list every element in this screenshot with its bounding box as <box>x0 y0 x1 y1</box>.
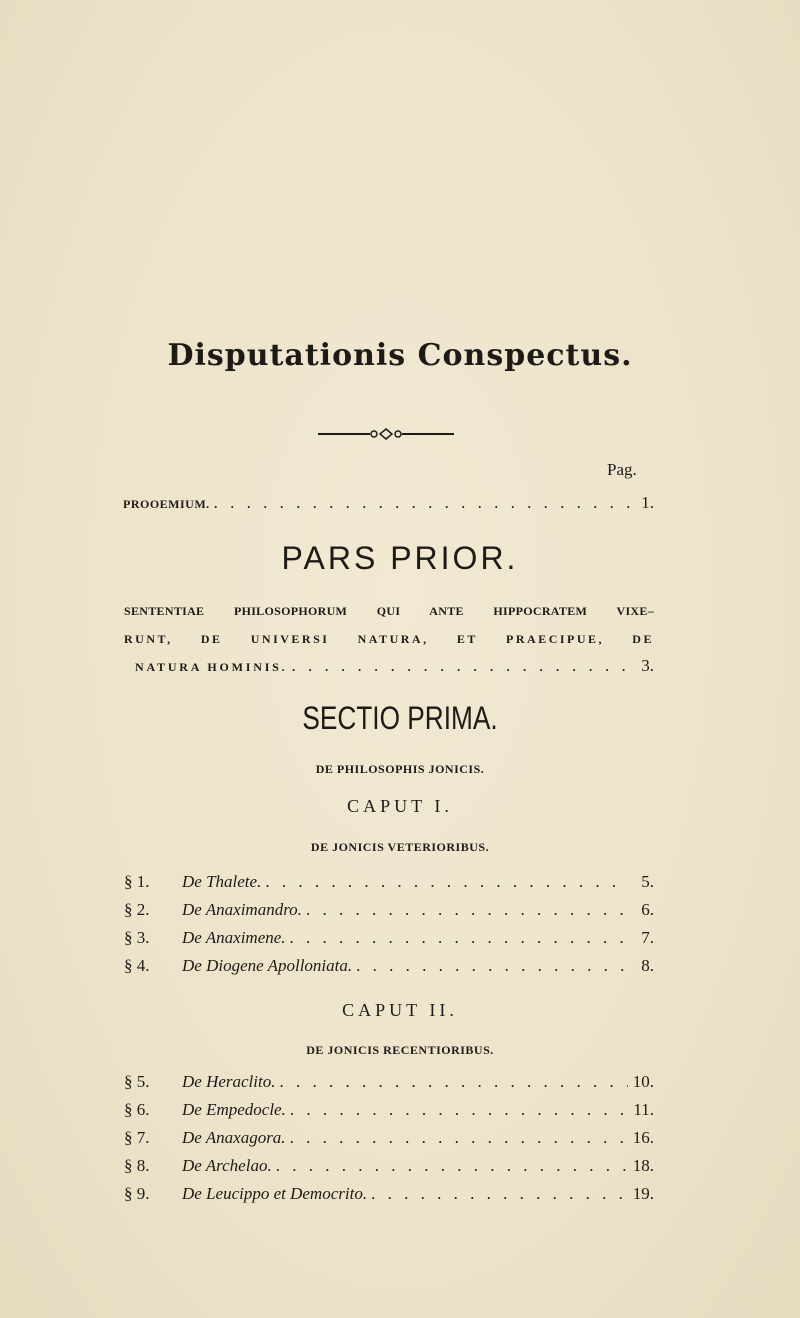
toc-entry <box>124 900 654 920</box>
toc-entry <box>124 1184 654 1204</box>
chapter-2-heading: CAPUT II. <box>342 1000 458 1020</box>
entry-title: De Empedocle. <box>182 1100 286 1119</box>
entry-page: 6. <box>641 900 654 919</box>
section-number: § 6. <box>124 1100 150 1119</box>
desc-word: RUNT, <box>124 632 173 646</box>
entry-title: De Thalete. <box>182 872 262 891</box>
section-number: § 9. <box>124 1184 150 1203</box>
entry-title: De Anaximene. <box>182 928 286 947</box>
toc-entry-prooemium <box>123 493 654 513</box>
dot-leader <box>306 900 628 920</box>
section-subheading: DE PHILOSOPHIS JONICIS. <box>315 762 485 776</box>
chapter-1-subheading: DE JONICIS VETERIORIBUS. <box>310 840 490 854</box>
entry-title: De Anaximandro. <box>182 900 302 919</box>
section-number: § 4. <box>124 956 150 975</box>
toc-entry <box>124 872 654 892</box>
section-number: § 5. <box>124 1072 150 1091</box>
entry-title: De Archelao. <box>182 1156 272 1175</box>
dot-leader <box>265 872 628 892</box>
desc-word: PRAECIPUE, <box>506 632 605 646</box>
entry-title: De Anaxagora. <box>182 1128 286 1147</box>
dot-leader <box>291 656 637 676</box>
page-title: Disputationis Conspectus. <box>167 338 633 373</box>
toc-entry <box>124 956 654 976</box>
desc-word: NATURA, <box>357 632 429 646</box>
dot-leader <box>279 1072 628 1092</box>
entry-page: 5. <box>641 872 654 891</box>
section-number: § 8. <box>124 1156 150 1175</box>
entry-page: 7. <box>641 928 654 947</box>
dot-leader <box>214 493 638 513</box>
dot-leader <box>290 1100 628 1120</box>
section-number: § 7. <box>124 1128 150 1147</box>
part-description-line-1: SENTENTIAE PHILOSOPHORUM QUI ANTE HIPPOCRATEM VIXE– <box>124 604 654 618</box>
entry-page: 18. <box>632 1156 654 1175</box>
toc-entry <box>124 1156 654 1176</box>
section-number: § 1. <box>124 872 150 891</box>
entry-title: De Diogene Apolloniata. <box>182 956 353 975</box>
desc-word: ET <box>456 632 478 646</box>
toc-entry <box>124 1100 654 1120</box>
dot-leader <box>371 1184 628 1204</box>
entry-page: 10. <box>632 1072 654 1091</box>
section-number: § 3. <box>124 928 150 947</box>
entry-page: 11. <box>633 1100 654 1119</box>
entry-page: 8. <box>641 956 654 975</box>
section-number: § 2. <box>124 900 150 919</box>
toc-entry <box>124 928 654 948</box>
desc-word: UNIVERSI <box>250 632 330 646</box>
chapter-2-subheading: DE JONICIS RECENTIORIBUS. <box>306 1043 494 1057</box>
part-description-line-3: NATURA HOMINIS. <box>135 660 288 674</box>
dot-leader <box>290 1128 628 1148</box>
dot-leader <box>276 1156 628 1176</box>
entry-page: 19. <box>632 1184 654 1203</box>
toc-entry-label: PROOEMIUM. <box>123 497 210 511</box>
entry-title: De Heraclito. <box>182 1072 276 1091</box>
toc-entry <box>124 1128 654 1148</box>
toc-entry-pars <box>135 656 654 676</box>
dot-leader <box>290 928 628 948</box>
desc-word: DE <box>632 632 654 646</box>
desc-word: DE <box>200 632 223 646</box>
toc-entry-page: 3. <box>641 656 654 675</box>
entry-title: De Leucippo et Democrito. <box>182 1184 368 1203</box>
chapter-1-heading: CAPUT I. <box>347 796 453 816</box>
dot-leader <box>356 956 628 976</box>
part-description-line-2 <box>124 632 654 647</box>
toc-entry-page: 1. <box>641 493 654 512</box>
ornament-divider <box>318 428 454 440</box>
part-heading: PARS PRIOR. <box>281 540 519 576</box>
page-column-label: Pag. <box>607 460 637 479</box>
section-heading: SECTIO PRIMA. <box>302 700 498 736</box>
toc-entry <box>124 1072 654 1092</box>
entry-page: 16. <box>632 1128 654 1147</box>
